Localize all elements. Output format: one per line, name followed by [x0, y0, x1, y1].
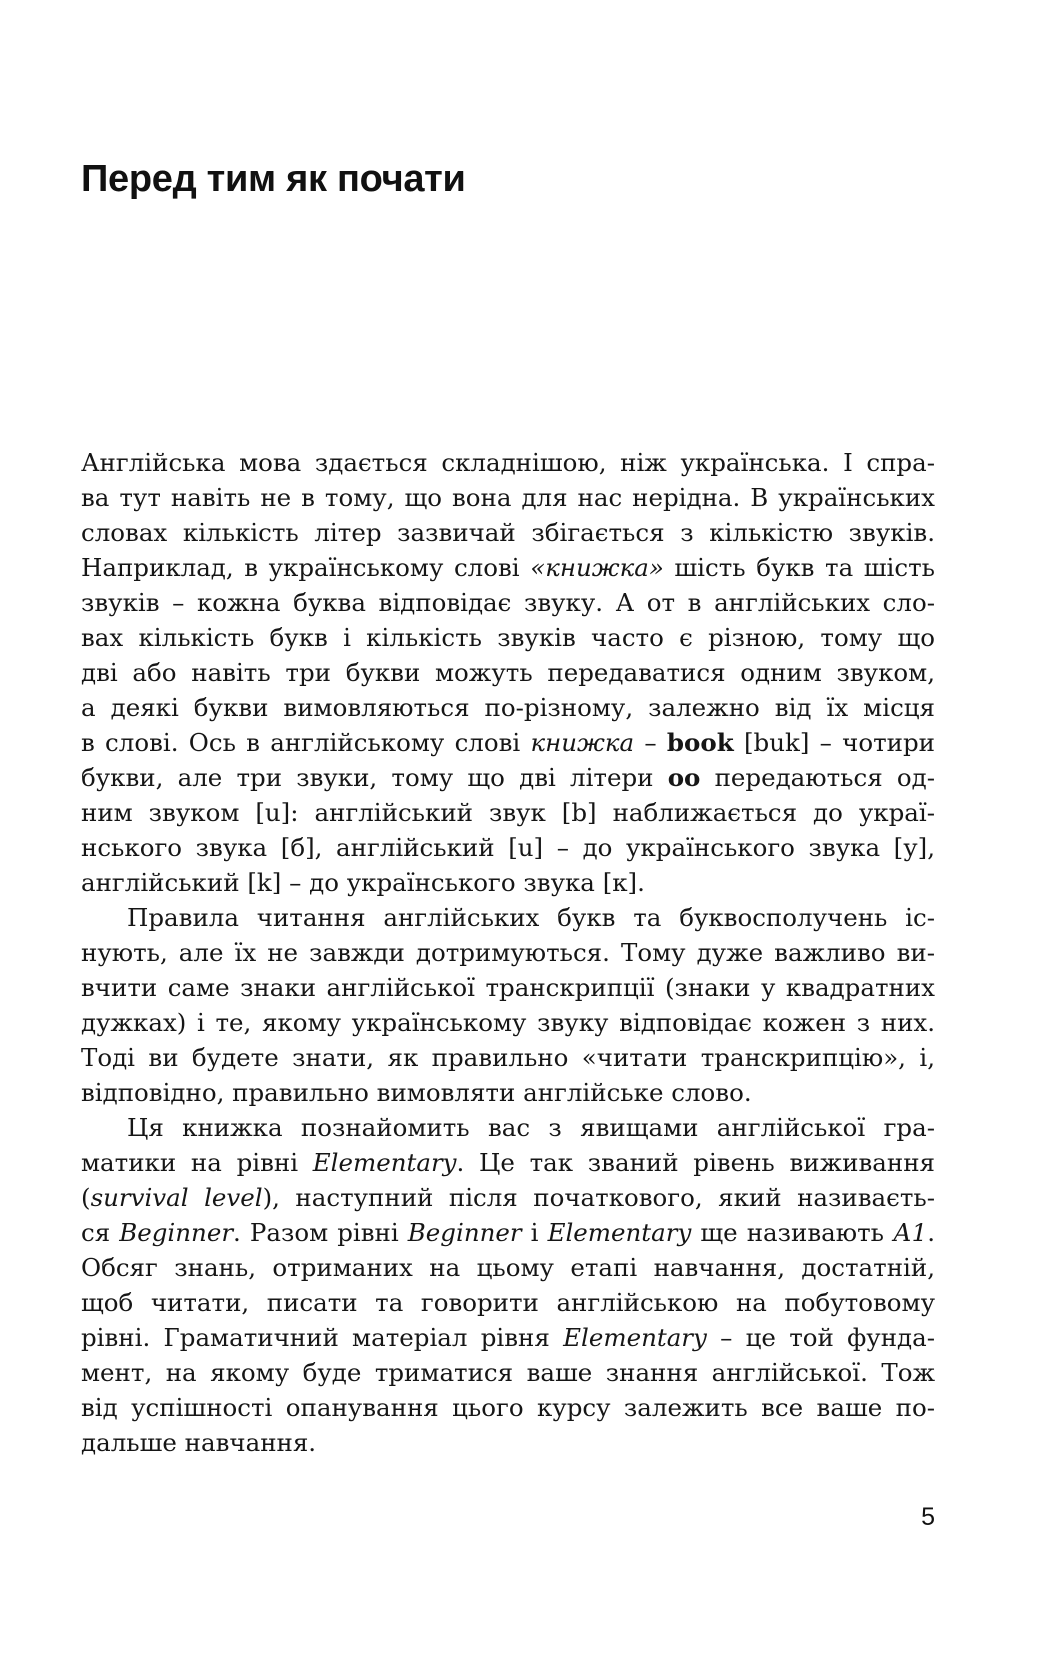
text-line: [81, 1355, 935, 1390]
text-run: щоб читати, писати та говорити англійською на побутовому: [81, 1288, 935, 1317]
text-line: [81, 585, 935, 620]
text-run: мент, на якому буде триматися ваше знання англійської. Тож: [81, 1358, 935, 1387]
text-line: [81, 1075, 935, 1110]
italic-term: А1: [893, 1218, 928, 1247]
text-line: [81, 970, 935, 1005]
text-run: вах кількість букв і кількість звуків часто є різною, тому що: [81, 623, 935, 652]
text-run: передаються од-: [700, 763, 935, 792]
text-run: ся: [81, 1218, 120, 1247]
text-run: матики на рівні: [81, 1148, 313, 1177]
text-line: [81, 900, 935, 935]
text-run: в слові. Ось в англійському слові: [81, 728, 531, 757]
text-run: англійський [k] – до українського звука [к].: [81, 868, 645, 897]
text-run: а деякі букви вимовляються по-різному, залежно від їх місця: [81, 693, 935, 722]
text-run: від успішності опанування цього курсу залежить все ваше по-: [81, 1393, 935, 1422]
text-line: [81, 865, 935, 900]
text-line: [81, 515, 935, 550]
text-line: [81, 1285, 935, 1320]
bold-term: book: [666, 728, 734, 757]
text-run: ще називають: [691, 1218, 894, 1247]
text-run: шість букв та шість: [663, 553, 935, 582]
text-run: ), наступний після початкового, який називаєть-: [262, 1183, 935, 1212]
text-run: відповідно, правильно вимовляти англійське слово.: [81, 1078, 752, 1107]
text-run: букви, але три звуки, тому що дві літери: [81, 763, 668, 792]
text-run: Тоді ви будете знати, як правильно «читати транскрипцію», і,: [81, 1043, 935, 1072]
text-line: [81, 1320, 935, 1355]
text-run: –: [634, 728, 667, 757]
bold-term: oo: [667, 763, 701, 792]
text-line: [81, 795, 935, 830]
text-line: [81, 1005, 935, 1040]
text-run: .: [927, 1218, 935, 1247]
text-line: [81, 725, 935, 760]
text-line: [81, 1110, 935, 1145]
chapter-heading: Перед тим як почати: [81, 158, 466, 200]
text-run: – це той фунда-: [706, 1323, 935, 1352]
text-line: [81, 690, 935, 725]
italic-term: книжка: [530, 728, 635, 757]
text-run: звуків – кожна буква відповідає звуку. А от в англійських сло-: [81, 588, 935, 617]
text-line: [81, 1215, 935, 1250]
text-line: [81, 1425, 935, 1460]
text-line: [81, 760, 935, 795]
text-run: нського звука [б], англійський [u] – до українського звука [у],: [81, 833, 935, 862]
text-run: нують, але їх не завжди дотримуються. Тому дуже важливо ви-: [81, 938, 935, 967]
text-line: [81, 1390, 935, 1425]
body-text: [81, 445, 935, 1460]
italic-term: survival level: [90, 1183, 263, 1212]
text-run: [buk] – чотири: [733, 728, 935, 757]
page-number: 5: [921, 1503, 935, 1531]
text-line: [81, 1040, 935, 1075]
text-run: і: [521, 1218, 548, 1247]
text-run: дужках) і те, якому українському звуку відповідає кожен з них.: [81, 1008, 935, 1037]
text-line: [81, 445, 935, 480]
text-line: [81, 1250, 935, 1285]
text-run: ним звуком [u]: англійський звук [b] наближається до украї-: [81, 798, 935, 827]
italic-term: Elementary: [312, 1148, 457, 1177]
text-run: . Це так званий рівень виживання: [456, 1148, 935, 1177]
text-run: дві або навіть три букви можуть передаватися одним звуком,: [81, 658, 935, 687]
text-run: Наприклад, в українському слові: [81, 553, 531, 582]
italic-term: Elementary: [563, 1323, 707, 1352]
text-line: [81, 655, 935, 690]
italic-term: «книжка»: [530, 553, 664, 582]
text-line: [81, 620, 935, 655]
text-line: [81, 550, 935, 585]
text-line: [81, 1145, 935, 1180]
text-run: Англійська мова здається складнішою, ніж українська. І спра-: [81, 448, 935, 477]
text-run: дальше навчання.: [81, 1428, 317, 1457]
italic-term: Elementary: [547, 1218, 692, 1247]
italic-term: Beginner: [407, 1218, 522, 1247]
text-run: ва тут навіть не в тому, що вона для нас нерідна. В українських: [81, 483, 935, 512]
text-run: вчити саме знаки англійської транскрипції (знаки у квадратних: [81, 973, 935, 1002]
text-run: Обсяг знань, отриманих на цьому етапі навчання, достатній,: [81, 1253, 935, 1282]
italic-term: Beginner: [119, 1218, 234, 1247]
text-line: [81, 830, 935, 865]
text-line: [81, 480, 935, 515]
text-run: (: [81, 1183, 91, 1212]
text-run: Правила читання англійських букв та буквосполучень іс-: [127, 903, 935, 932]
text-run: словах кількість літер зазвичай збігається з кількістю звуків.: [81, 518, 935, 547]
text-line: [81, 1180, 935, 1215]
text-line: [81, 935, 935, 970]
text-run: рівні. Граматичний матеріал рівня: [81, 1323, 564, 1352]
text-run: Ця книжка познайомить вас з явищами англійської гра-: [127, 1113, 935, 1142]
text-run: . Разом рівні: [233, 1218, 408, 1247]
